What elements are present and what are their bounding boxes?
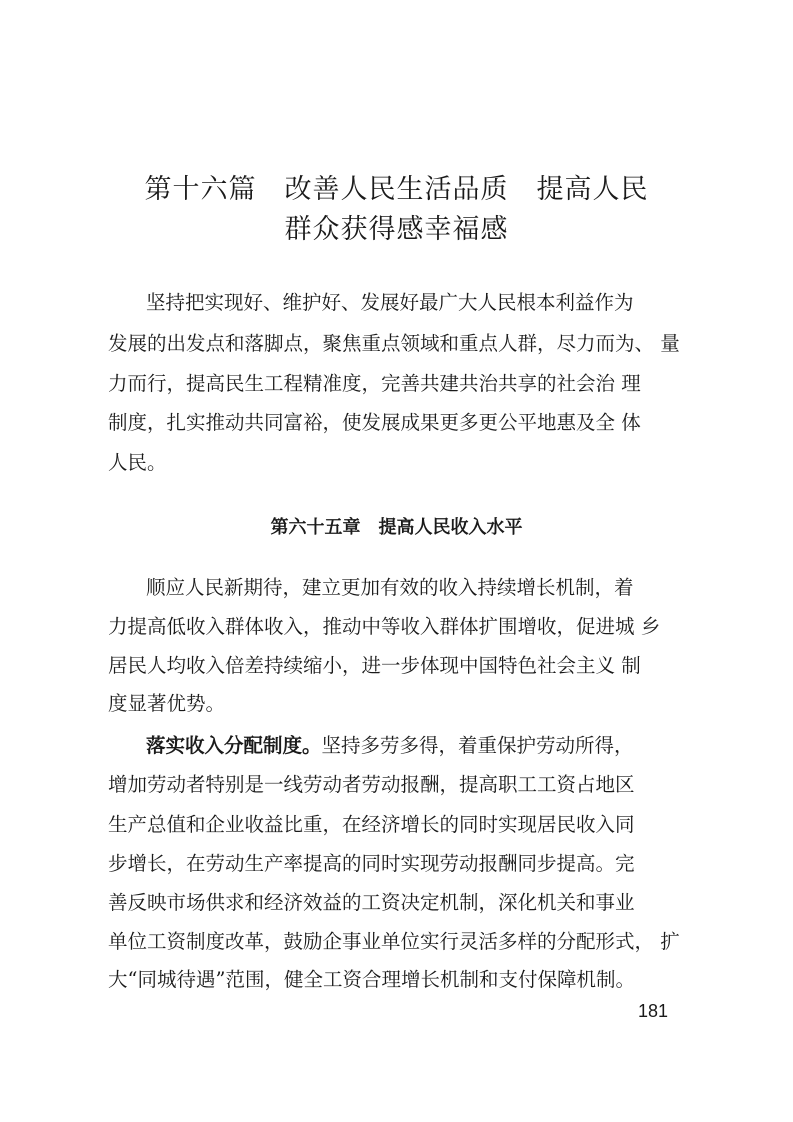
part-title-line-2: 群众获得感幸福感: [284, 214, 509, 245]
paragraph-line: 居民人均收入倍差持续缩小，进一步体现中国特色社会主义 制: [108, 654, 641, 677]
paragraph-line: 善反映市场供求和经济效益的工资决定机制，深化机关和事业: [108, 891, 635, 914]
paragraph-line: 力提高低收入群体收入，推动中等收入群体扩围增收，促进城 乡: [108, 615, 661, 638]
paragraph-line: 顺应人民新期待，建立更加有效的收入持续增长机制，着: [146, 576, 634, 599]
paragraph-line: 生产总值和企业收益比重，在经济增长的同时实现居民收入同: [108, 813, 635, 836]
paragraph-line: 步增长，在劳动生产率提高的同时实现劳动报酬同步提高。完: [108, 852, 635, 875]
paragraph-line: 单位工资制度改革，鼓励企事业单位实行灵活多样的分配形式， 扩: [108, 930, 680, 953]
paragraph-first-line: [146, 732, 634, 760]
paragraph-line: 坚持把实现好、维护好、发展好最广大人民根本利益作为: [146, 291, 634, 314]
paragraph-line: 力而行，提高民生工程精准度，完善共建共治共享的社会治 理: [108, 372, 641, 395]
page-number: 181: [638, 1001, 669, 1021]
paragraph-line: 制度，扎实推动共同富裕，使发展成果更多更公平地惠及全 体: [108, 411, 641, 434]
chapter-title: 第六十五章 提高人民收入水平: [270, 517, 523, 538]
paragraph-line: 发展的出发点和落脚点，聚焦重点领域和重点人群，尽力而为、 量: [108, 332, 680, 355]
section-first-line-text: 坚持多劳多得，着重保护劳动所得，: [321, 734, 634, 757]
part-title-line-1: 第十六篇 改善人民生活品质 提高人民: [144, 174, 649, 205]
paragraph-line: 增加劳动者特别是一线劳动者劳动报酬，提高职工工资占地区: [108, 773, 635, 796]
section-heading: 落实收入分配制度。: [146, 734, 322, 757]
paragraph-line: 人民。: [108, 451, 167, 474]
paragraph-line: 大“同城待遇”范围，健全工资合理增长机制和支付保障机制。: [108, 968, 635, 991]
paragraph-line: 度显著优势。: [108, 692, 226, 715]
